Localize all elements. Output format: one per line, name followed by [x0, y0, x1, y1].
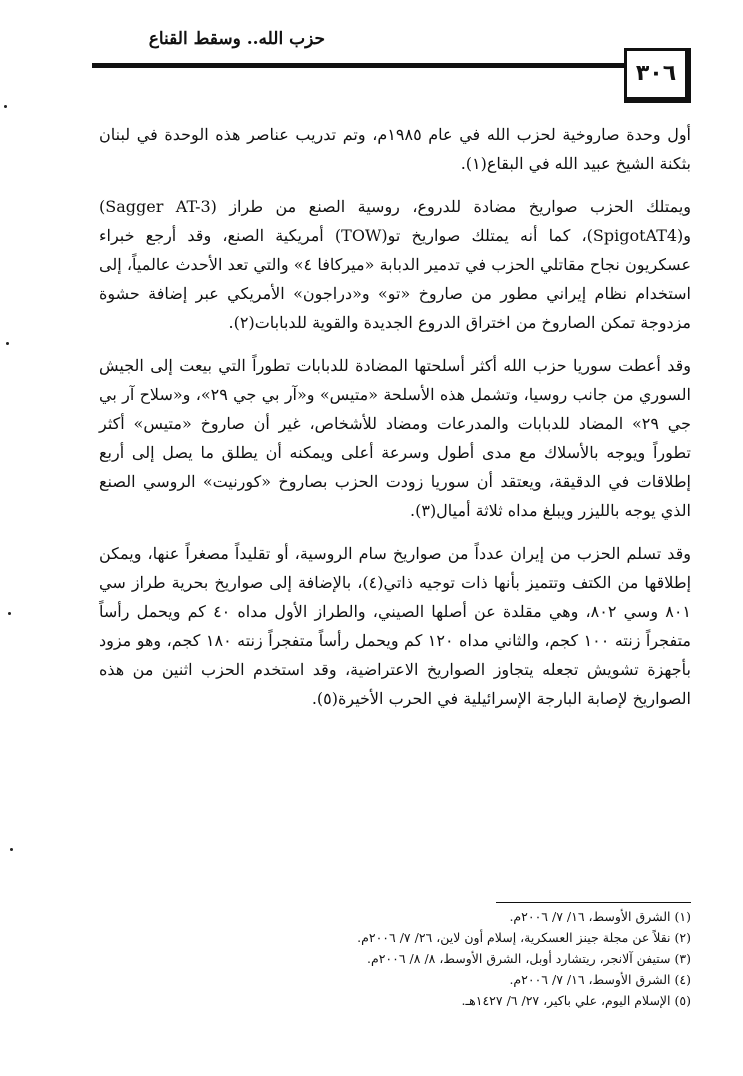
footnote: (٥) الإسلام اليوم، علي باكير، ٢٧/ ٦/ ١٤٢٧هـ. [461, 993, 691, 1008]
footnote: (٢) نقلاً عن مجلة جينز العسكرية، إسلام أون لاين، ٢٦/ ٧/ ٢٠٠٦م. [357, 930, 691, 945]
footnotes [99, 906, 691, 1011]
running-title: حزب الله.. وسقط القناع [148, 29, 325, 49]
footnote: (٣) ستيفن آلانجر، ريتشارد أوبل، الشرق الأوسط، ٨/ ٨/ ٢٠٠٦م. [366, 951, 691, 966]
margin-speck [6, 342, 9, 345]
body-text [99, 120, 691, 727]
paragraph: أول وحدة صاروخية لحزب الله في عام ١٩٨٥م، وتم تدريب عناصر هذه الوحدة في لبنان بثكنة الشيخ عبيد الله في البقاع(١). [99, 125, 692, 173]
paragraph: ويمتلك الحزب صواريخ مضادة للدروع، روسية الصنع من طراز (Sagger AT-3) و(SpigotAT4)، كما أنه يمتلك صواريخ تو(TOW) أمريكية الصنع، وقد أرجع خبراء عسكريون نجاح مقاتلي الحزب في تدمير الدبابة «ميركافا ٤» والتي تعد الأحدث عالمياً، إلى استخدام نظام إيراني مطور من صاروخ «تو» و«دراجون» الأمريكي عبر إضافة حشوة مزدوجة تمكن الصاروخ من اختراق الدروع الجديدة والقوية للدبابات(٢). [99, 197, 692, 332]
header-rule [92, 63, 629, 68]
footnote-separator [496, 902, 691, 903]
paragraph: وقد تسلم الحزب من إيران عدداً من صواريخ سام الروسية، أو تقليداً مصغراً عنها، ويمكن إطلاقها من الكتف وتتميز بأنها ذات توجيه ذاتي(٤)، بالإضافة إلى صواريخ بحرية طراز سي ٨٠١ وسي ٨٠٢، وهي مقلدة عن أصلها الصيني، والطراز الأول مداه ٤٠ كم ويحمل رأساً متفجراً زنته ١٠٠ كجم، والثاني مداه ١٢٠ كم ويحمل رأساً متفجراً زنته ١٨٠ كجم، وهو مزود بأجهزة تشويش تجعله يتجاوز الصواريخ الاعتراضية، وقد استخدم الحزب اثنين من هذه الصواريخ لإصابة البارجة الإسرائيلية في الحرب الأخيرة(٥). [99, 544, 692, 708]
footnote: (١) الشرق الأوسط، ١٦/ ٧/ ٢٠٠٦م. [509, 909, 691, 924]
margin-speck [4, 105, 7, 108]
paragraph: وقد أعطت سوريا حزب الله أكثر أسلحتها المضادة للدبابات تطوراً التي بيعت إلى الجيش السوري من جانب روسيا، وتشمل هذه الأسلحة «متيس» و«آر بي جي ٢٩»، و«سلاح آر بي جي ٢٩» المضاد للدبابات والمدرعات ومضاد للأشخاص، غير أن صاروخ «متيس» أكثر تطوراً ويوجه بالأسلاك مع مدى أطول وسرعة أعلى ويمكنه أن يطلق ما يصل إلى أربع إطلاقات في الدقيقة، ويعتقد أن سوريا زودت الحزب بصاروخ «كورنيت» الروسي الصنع الذي يوجه بالليزر ويبلغ مداه ثلاثة أميال(٣). [99, 356, 692, 520]
margin-speck [10, 848, 13, 851]
footnote: (٤) الشرق الأوسط، ١٦/ ٧/ ٢٠٠٦م. [509, 972, 691, 987]
header-rule-box [92, 52, 629, 74]
page-number: ٣٠٦ [624, 48, 691, 103]
margin-speck [8, 612, 11, 615]
